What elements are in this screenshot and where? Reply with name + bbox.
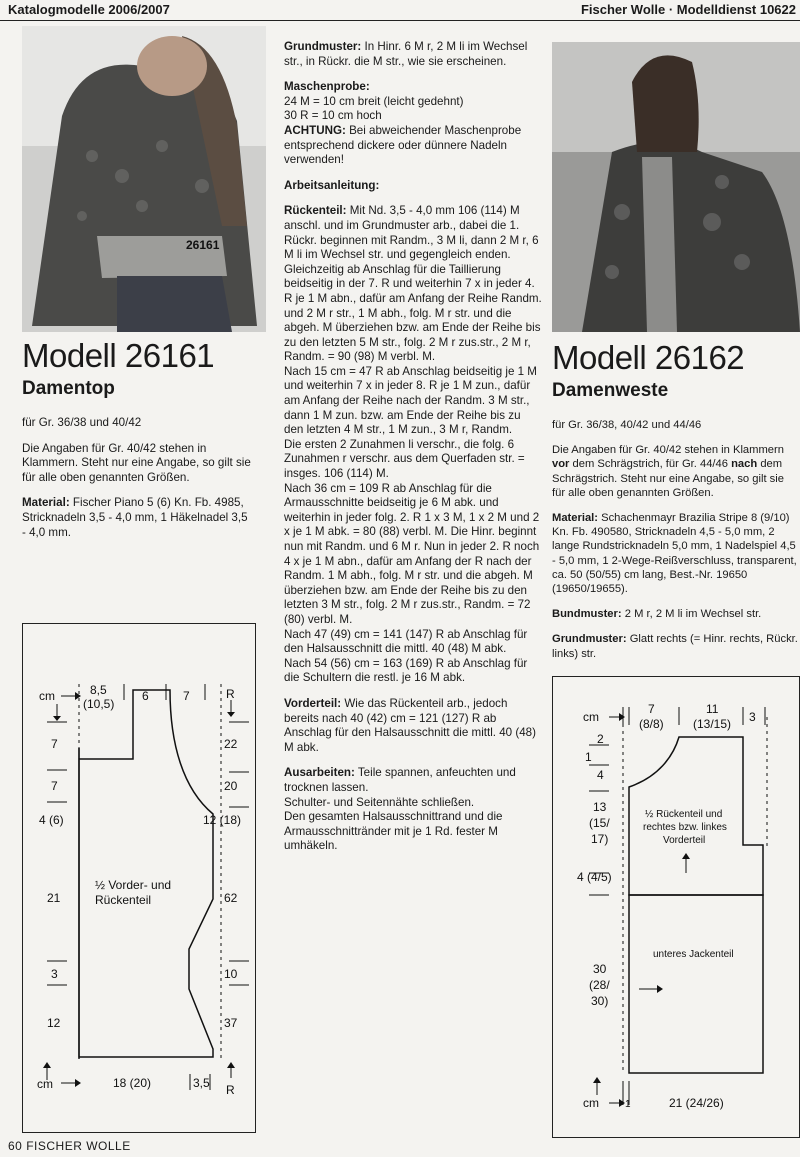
ausarbeiten-para-3: Den gesamten Halsausschnittrand und die Armausschnittränder mit je 1 Rd. fester M umhäkeln. [284,810,503,853]
bundmuster-label: Bundmuster: [552,608,622,621]
right-cm-bottom-label: cm [583,1096,599,1110]
ausarbeiten-block [284,766,542,854]
page-footer [8,1139,131,1153]
right-height-4c: 17) [591,832,609,846]
sizes-26162: für Gr. 36/38, 40/42 und 44/46 [552,419,702,431]
vorderteil-block [284,697,542,755]
left-height-1: 7 [51,737,58,751]
grundmuster-26161 [284,40,542,69]
rueckenteil-para-2: Gleichzeitig ab Anschlag für die Taillierung beidseitig in der 7. R und weiterhin 7 x in jeder 4. R je 1 M abn., dafür am Anfang der Reihe Randm. und 2 M r str., 1 M abh., folg. M r str. und die abgeh. M überziehen bzw. am Ende der Reihe bis zu den letzten 5 M str., folg. 2 M r zus.str., 2 M r, Randm. = 90 (98) M verbl. M. [284,262,542,364]
right-piece-label-3: Vorderteil [663,835,706,846]
pattern-diagram-26162 [552,676,800,1138]
right-bottom-width-2: 1 [625,1099,631,1110]
footer-brand: FISCHER WOLLE [26,1139,131,1153]
left-r-bottom-label: R [226,1083,235,1097]
grundmuster-text-26162: Glatt rechts (= Hinr. rechts, Rückr. links) str. [552,633,798,660]
right-top-width-2: 11 [706,702,719,716]
bundmuster-text: 2 M r, 2 M li im Wechsel str. [624,608,762,621]
left-height-4: 21 [47,891,61,905]
right-height-1: 2 [597,732,604,746]
bundmuster-26162 [552,607,800,621]
right-height-4b: (15/ [589,816,610,830]
left-piece-label-1: ½ Vorder- und [95,878,172,892]
right-rows-4: 62 [224,891,238,905]
middle-column [284,40,542,854]
right-bottom-width: 21 (24/26) [669,1096,724,1110]
right-cm-top-label: cm [583,710,599,724]
left-cm-top-label: cm [39,689,55,703]
right-rows-6: 37 [224,1016,238,1030]
ausarbeiten-para-2: Schulter- und Seitennähte schließen. [284,795,475,809]
right-rows-2: 20 [224,779,238,793]
ausarbeiten-label: Ausarbeiten: [284,766,355,780]
right-piece-label-1: ½ Rückenteil und [645,809,723,820]
left-top-width-2: 6 [142,689,149,703]
left-height-2: 7 [51,779,58,793]
left-top-width-1: 8,5 [90,683,107,697]
rueckenteil-text: Mit Nd. 3,5 - 4,0 mm 106 (114) M anschl. und im Grundmuster arb., dabei die 1. Rückr. beginnen mit Randm., 3 M li, dann 2 M r, 6 M li im Wechsel str. und gegengleich enden. [284,204,539,262]
model-subtitle-26162: Damenweste [552,380,669,401]
size-note-vor: vor [552,458,570,471]
right-height-5: 4 (4/5) [577,870,612,884]
header-catalog-title: Katalogmodelle 2006/2007 [8,2,170,17]
left-column [22,338,254,551]
maschenprobe-line-2: 30 R = 10 cm hoch [284,109,382,123]
vorderteil-text: Wie das Rückenteil arb., jedoch bereits nach 40 (42) cm = 121 (127) R ab Anschlag für den Halsausschnitt die mittl. 40 (48) M abk. [284,696,536,754]
right-top-width-3: 3 [749,710,756,724]
right-top-width-2b: (13/15) [693,717,732,731]
left-bottom-width-1: 18 (20) [113,1076,152,1090]
right-rows-5: 10 [224,967,238,981]
left-bottom-width-2: 3,5 [193,1076,210,1090]
material-label: Material: [22,496,70,510]
ausarbeiten-text: Teile spannen, anfeuchten und trocknen lassen. [284,766,516,794]
right-top-width-1: 7 [648,702,655,716]
material-text-26162: Schachenmayr Brazilia Stripe 8 (9/10) Kn. Fb. 490580, Stricknadeln 4,5 - 5,0 mm, 2 lange Rundstricknadeln 5,0 mm, 1 Nadelspiel 4,5 - 5,0 mm, 1 2-Wege-Reißverschluss, transparent, ca. 50 (50/55) cm lang, Best.-Nr. 19650 (19650/19655). [552,512,797,596]
grundmuster-label: Grundmuster: [284,40,362,53]
left-piece-label-2: Rückenteil [95,893,152,907]
header-rule [0,20,800,21]
right-column [552,340,800,672]
photo-label-26161: 26161 [186,238,220,252]
rueckenteil-para-3: Nach 15 cm = 47 R ab Anschlag beidseitig je 1 M und weiterhin 7 x in jeder 8. R je 1 M zun., dafür am Anfang der Reihe nach der Randm. 3 M str., dann 1 M zun. bzw. am Ende der Reihe bis zu den letzten 4 M str., 1 M zun., 3 M r, Randm. [284,364,537,437]
rueckenteil-block [284,204,542,686]
model-subtitle-26161: Damentop [22,378,115,399]
material-label-26162: Material: [552,512,599,525]
rueckenteil-para-5: Nach 36 cm = 109 R ab Anschlag für die Armausschnitte beidseitig je 6 M abk. und weiterhin in jeder folg. 2. R 1 x 3 M, 1 x 2 M und 2 x je 1 M abk. = 80 (88) verbl. M. Die Hinr. beginnt nun mit Randm. und 6 M r. Nun in jeder 2. R noch 4 x je 1 M abn., dafür am Anfang der R nach der Randm. 1 M abh., folg. M r str. und die abgeh. M überziehen bzw. am Ende der Reihe bis zu den letzten 3 M str., folg. 2 M r zus.str., Randm. = 72 (80) verbl. M. [284,481,540,626]
right-height-6: 30 [593,962,607,976]
vorderteil-label: Vorderteil: [284,696,342,710]
maschenprobe-line-1: 24 M = 10 cm breit (leicht gedehnt) [284,94,464,108]
achtung-label: ACHTUNG: [284,123,346,137]
arbeitsanleitung-heading [284,179,542,194]
right-rows-3: 12 (18) [203,813,242,827]
achtung-text: Bei abweichender Maschenprobe entsprechend dickere oder dünnere Nadeln verwenden! [284,123,522,167]
model-photo-26162 [552,42,800,332]
material-text: Fischer Piano 5 (6) Kn. Fb. 4985, Stricknadeln 3,5 - 4,0 mm, 1 Häkelnadel 3,5 - 4,0 mm. [22,496,248,539]
header-service-title: Fischer Wolle · Modelldienst 10622 [580,2,796,17]
left-height-6: 12 [47,1016,61,1030]
arbeitsanleitung-label: Arbeitsanleitung: [284,178,380,192]
size-note-part-b: dem Schrägstrich, für Gr. 44/46 [572,458,728,471]
left-height-3: 4 (6) [39,813,64,827]
left-top-width-1b: (10,5) [83,697,115,711]
maschenprobe-block [284,80,542,168]
rueckenteil-para-4: Die ersten 2 Zunahmen li verschr., die folg. 6 Zunahmen r verschr. aus dem Querfaden str. = insges. 106 (114) M. [284,437,525,481]
rueckenteil-para-6: Nach 47 (49) cm = 141 (147) R ab Anschlag für den Halsausschnitt die mittl. 40 (48) M abk. [284,627,528,656]
size-note-26162 [552,443,800,500]
right-top-width-1b: (8/8) [639,717,664,731]
right-piece-label-2: rechtes bzw. linkes [643,822,727,833]
size-note-nach: nach [731,458,758,471]
grundmuster-26162 [552,632,800,660]
left-height-5: 3 [51,967,58,981]
material-26162 [552,511,800,596]
rueckenteil-label: Rückenteil: [284,204,347,218]
size-note-part-a: Die Angaben für Gr. 40/42 stehen in Klammern [552,444,784,457]
rueckenteil-para-7: Nach 54 (56) cm = 163 (169) R ab Anschlag für die Schultern die restl. je 16 M abk. [284,656,528,685]
right-height-4: 13 [593,800,607,814]
left-r-top-label: R [226,687,235,701]
size-note-part-c: dem Schrägstrich. Steht nur eine Angabe, so gilt sie für alle oben genannten Größen. [552,458,784,499]
model-title-26161: Modell 26161 [22,337,215,374]
maschenprobe-label: Maschenprobe: [284,80,370,94]
right-height-3: 4 [597,768,604,782]
right-rows-1: 22 [224,737,238,751]
sizes-26161: für Gr. 36/38 und 40/42 [22,416,142,429]
pattern-diagram-26161 [22,623,256,1133]
right-height-6c: 30) [591,994,609,1008]
page-number: 60 [8,1139,23,1153]
grundmuster-label-26162: Grundmuster: [552,633,627,646]
right-height-2: 1 [585,750,592,764]
left-cm-bottom-label: cm [37,1077,53,1091]
model-title-26162: Modell 26162 [552,339,745,376]
grundmuster-text: In Hinr. 6 M r, 2 M li im Wechsel str., in Rückr. die M str., wie sie erscheinen. [284,40,528,68]
size-note-26161: Die Angaben für Gr. 40/42 stehen in Klammern. Steht nur eine Angabe, so gilt sie für alle oben genannten Größen. [22,441,251,484]
model-photo-26161 [22,26,266,332]
right-height-6b: (28/ [589,978,610,992]
material-26161 [22,496,254,540]
right-piece-label-4: unteres Jackenteil [653,949,734,960]
left-top-width-3: 7 [183,689,190,703]
